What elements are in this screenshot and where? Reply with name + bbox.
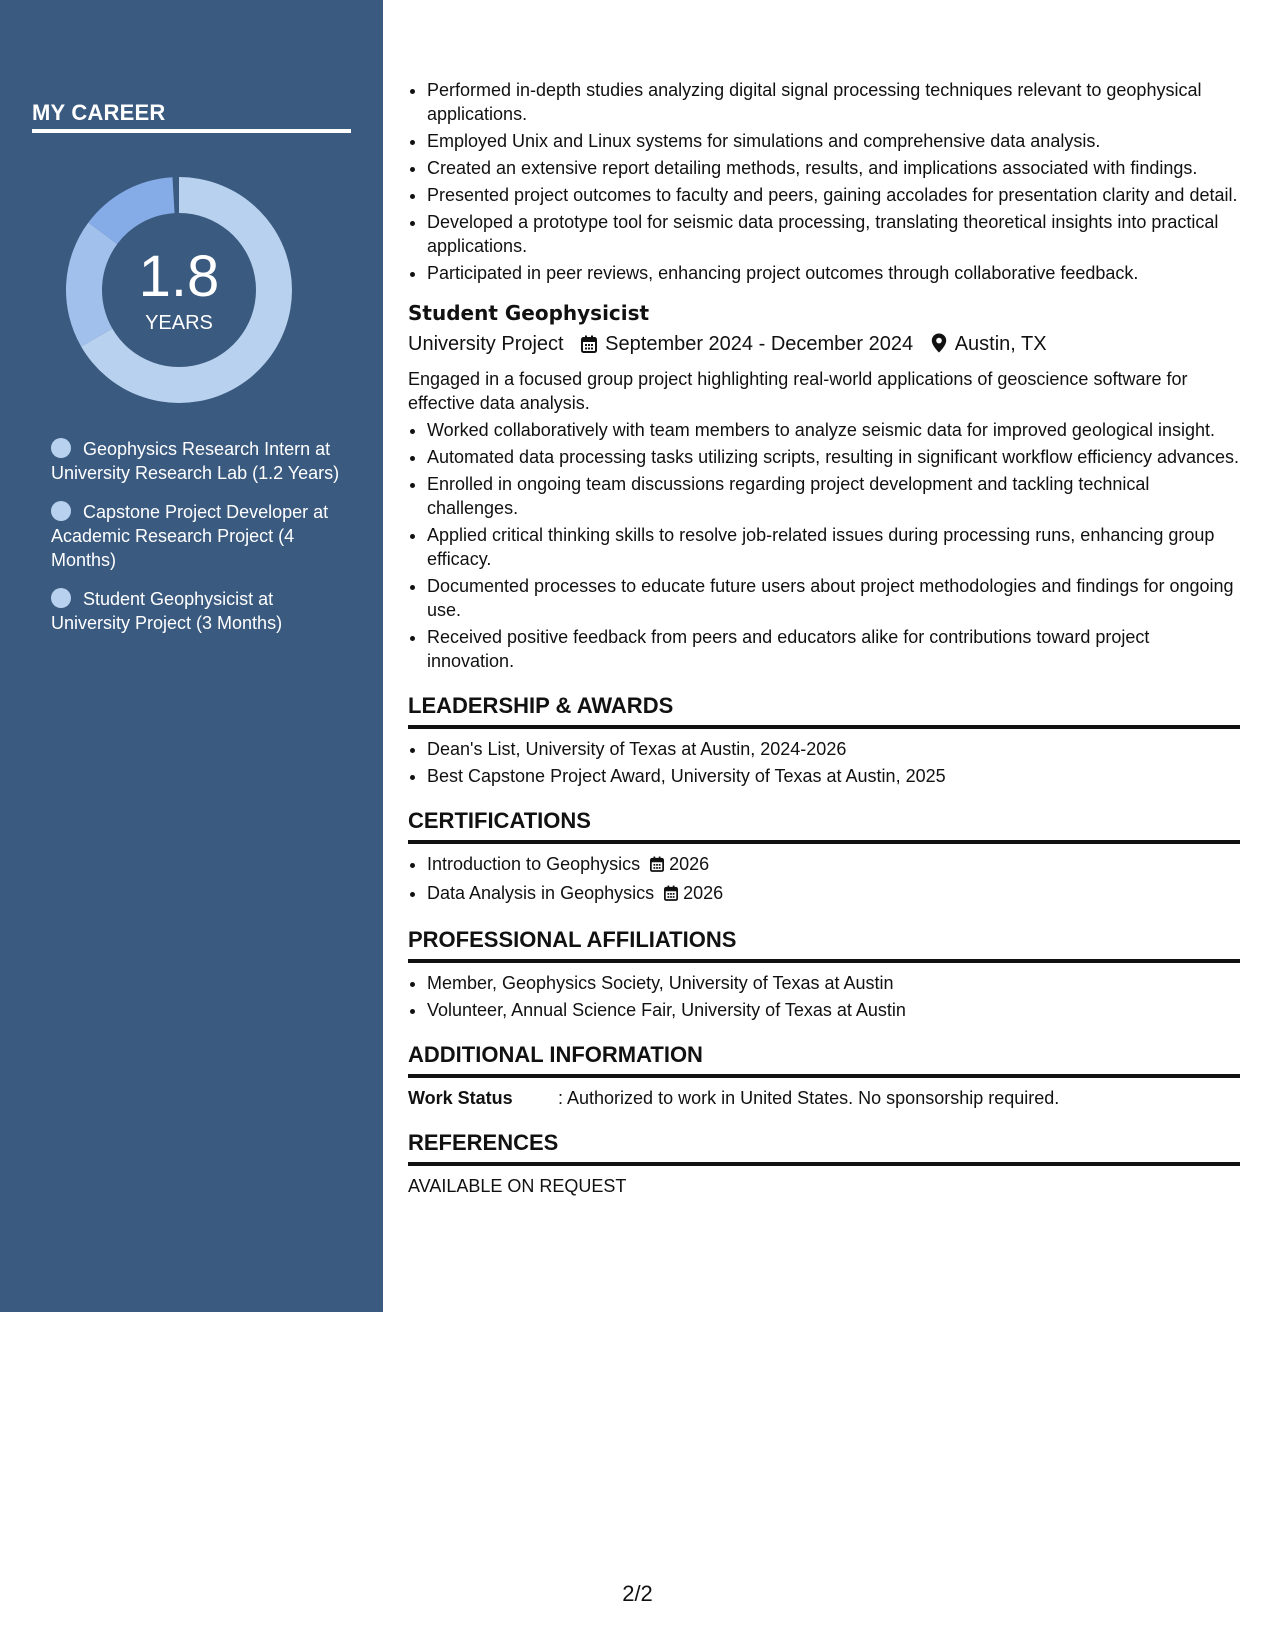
job-dates: September 2024 - December 2024 xyxy=(605,333,914,355)
prev-job-bullets xyxy=(408,78,1240,285)
section-divider xyxy=(408,959,1240,963)
career-item xyxy=(51,587,341,635)
certification-name: Introduction to Geophysics xyxy=(427,854,641,874)
section-divider xyxy=(408,725,1240,729)
career-item xyxy=(51,437,341,485)
bullet-dot-icon xyxy=(51,438,71,458)
section-title-certifications: CERTIFICATIONS xyxy=(408,808,591,833)
total-years-value: 1.8 xyxy=(138,244,220,309)
list-item: • Dean's List, University of Texas at Austin, 2024-2026 xyxy=(427,737,1240,761)
job-meta xyxy=(408,330,1240,361)
page-number: 2/2 xyxy=(622,1581,653,1606)
career-item-text: Capstone Project Developer at Academic Research Project (4 Months) xyxy=(51,502,329,570)
certification-year: 2026 xyxy=(683,883,724,903)
leadership-list xyxy=(408,737,1240,788)
list-item: • Presented project outcomes to faculty and peers, gaining accolades for presentation clarity and detail. xyxy=(427,183,1240,207)
list-item: • Participated in peer reviews, enhancing project outcomes through collaborative feedback. xyxy=(427,261,1240,285)
section-title-additional: ADDITIONAL INFORMATION xyxy=(408,1042,703,1067)
bullet-dot-icon xyxy=(51,501,71,521)
section-title-affiliations: PROFESSIONAL AFFILIATIONS xyxy=(408,927,737,952)
list-item: • Developed a prototype tool for seismic data processing, translating theoretical insights into practical applications. xyxy=(427,210,1240,258)
affiliations-list xyxy=(408,971,1240,1022)
references-text: AVAILABLE ON REQUEST xyxy=(408,1176,627,1196)
section-divider xyxy=(408,840,1240,844)
bullet-dot-icon xyxy=(51,588,71,608)
list-item: • Best Capstone Project Award, University of Texas at Austin, 2025 xyxy=(427,764,1240,788)
job-organization: University Project xyxy=(408,333,564,355)
job-title: Student Geophysicist xyxy=(408,301,650,325)
main-content xyxy=(408,78,1240,1198)
sidebar xyxy=(0,0,383,1312)
work-status-label: Work Status xyxy=(408,1088,513,1108)
career-title-divider xyxy=(32,129,351,133)
list-item: • Automated data processing tasks utilizing scripts, resulting in significant workflow efficiency advances. xyxy=(427,445,1240,469)
calendar-icon xyxy=(650,854,664,878)
section-title-leadership: LEADERSHIP & AWARDS xyxy=(408,693,674,718)
list-item: • Enrolled in ongoing team discussions regarding project development and tackling technical challenges. xyxy=(427,472,1240,520)
list-item: • Performed in-depth studies analyzing digital signal processing techniques relevant to geophysical applications. xyxy=(427,78,1240,126)
list-item xyxy=(427,881,1240,907)
section-divider xyxy=(408,1162,1240,1166)
work-status-row xyxy=(408,1086,1240,1110)
list-item: • Applied critical thinking skills to resolve job-related issues during processing runs, enhancing group efficacy. xyxy=(427,523,1240,571)
job-description: Engaged in a focused group project highlighting real-world applications of geoscience software for effective data analysis. xyxy=(408,369,1188,413)
list-item: • Created an extensive report detailing methods, results, and implications associated with findings. xyxy=(427,156,1240,180)
career-list xyxy=(51,437,341,650)
list-item: • Employed Unix and Linux systems for simulations and comprehensive data analysis. xyxy=(427,129,1240,153)
donut-center xyxy=(66,177,292,403)
section-title-references: REFERENCES xyxy=(408,1130,559,1155)
career-item-text: Student Geophysicist at University Project (3 Months) xyxy=(51,589,283,633)
total-years-unit: YEARS xyxy=(145,312,213,334)
career-item xyxy=(51,500,341,572)
section-divider xyxy=(408,1074,1240,1078)
list-item: • Member, Geophysics Society, University of Texas at Austin xyxy=(427,971,1240,995)
calendar-icon xyxy=(581,333,597,361)
list-item: • Worked collaboratively with team members to analyze seismic data for improved geological insight. xyxy=(427,418,1240,442)
certification-name: Data Analysis in Geophysics xyxy=(427,883,655,903)
certification-year: 2026 xyxy=(669,854,710,874)
career-donut-chart xyxy=(66,177,292,403)
list-item: • Volunteer, Annual Science Fair, University of Texas at Austin xyxy=(427,998,1240,1022)
career-title: MY CAREER xyxy=(32,100,166,125)
work-status-value: : Authorized to work in United States. No sponsorship required. xyxy=(558,1088,1060,1108)
job-location: Austin, TX xyxy=(954,333,1047,355)
calendar-icon xyxy=(664,883,678,907)
job-bullets xyxy=(408,418,1240,673)
list-item: • Documented processes to educate future users about project methodologies and findings for ongoing use. xyxy=(427,574,1240,622)
location-pin-icon xyxy=(931,333,947,361)
career-item-text: Geophysics Research Intern at University Research Lab (1.2 Years) xyxy=(51,439,340,483)
list-item xyxy=(427,852,1240,878)
list-item: • Received positive feedback from peers and educators alike for contributions toward project innovation. xyxy=(427,625,1240,673)
certifications-list xyxy=(408,852,1240,907)
